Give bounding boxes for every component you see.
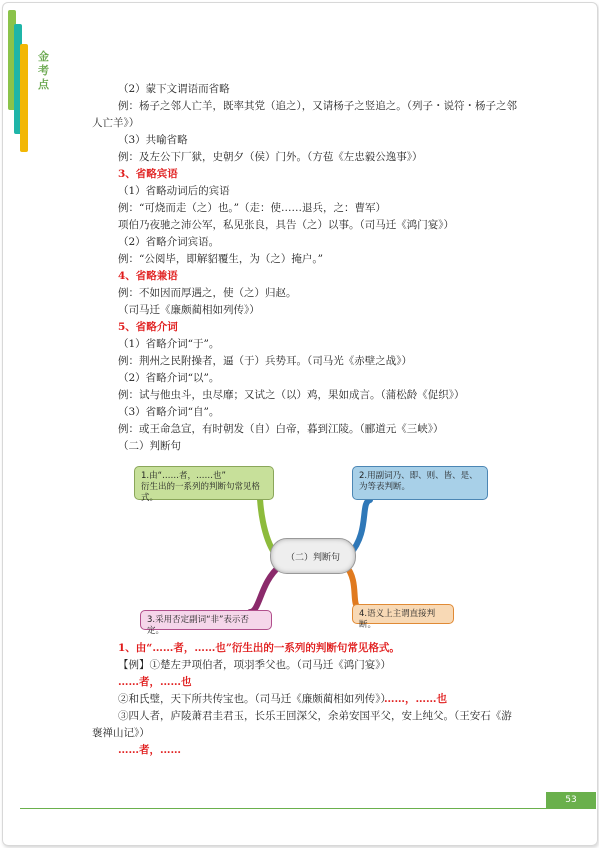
text-line: ③四人者，庐陵萧君圭君玉，长乐王回深父，余弟安国平父，安上纯父。（王安石《游 bbox=[118, 710, 512, 722]
text-line: （司马迁《廉颇蔺相如列传》） bbox=[118, 304, 260, 316]
section-heading: 3、省略宾语 bbox=[118, 168, 178, 180]
mind-map-node-2: 2.用副词乃、即、则、皆、是、为等表判断。 bbox=[352, 466, 488, 500]
section-heading: 5、省略介词 bbox=[118, 321, 178, 333]
text-line: 例：杨子之邻人亡羊，既率其党（追之），又请杨子之竖追之。（列子・说符・杨子之邻 bbox=[118, 100, 517, 112]
connector-orange bbox=[346, 566, 360, 608]
text-line: 例：“公阅毕，即解貂覆生，为（之）掩户。” bbox=[118, 253, 323, 265]
text-line: 例：及左公下厂狱，史朝夕（侯）门外。（方苞《左忠毅公逸事》） bbox=[118, 151, 423, 163]
text-line: ②和氏璧，天下所共传宝也。（司马迁《廉颇蔺相如列传》） bbox=[118, 693, 391, 705]
text-line: （1）省略动词后的宾语 bbox=[118, 185, 230, 197]
text-line: 例：或王命急宣，有时朝发（自）白帝，暮到江陵。（郦道元《三峡》） bbox=[118, 423, 444, 435]
text-line: 项伯乃夜驰之沛公军，私见张良，具告（之）以事。（司马迁《鸿门宴》） bbox=[118, 219, 454, 231]
text-line: （1）省略介词“于”。 bbox=[118, 338, 220, 350]
side-tag: 金考点 bbox=[38, 50, 49, 91]
node-1-line2: 衍生出的一系列的判断句常见格式。 bbox=[141, 482, 261, 503]
footer-rule bbox=[20, 808, 596, 809]
text-line: 褒禅山记》） bbox=[92, 727, 150, 739]
text-line: （3）省略介词“自”。 bbox=[118, 406, 220, 418]
decor-bar-yellow bbox=[20, 44, 28, 152]
page-number: 53 bbox=[546, 792, 596, 808]
text-line: （2）蒙下文谓语而省略 bbox=[118, 83, 230, 95]
pattern-label: ……，……也 bbox=[384, 693, 447, 705]
mind-map-node-4: 4.语义上主谓直接判断。 bbox=[352, 604, 454, 624]
text-line: （二）判断句 bbox=[118, 440, 181, 452]
text-line: 例：“可烧而走（之）也。”（走：使……退兵，之：曹军） bbox=[118, 202, 386, 214]
text-line: 人亡羊》） bbox=[92, 117, 140, 129]
pattern-label: ……者，……也 bbox=[118, 676, 192, 688]
mind-map-node-1 bbox=[134, 466, 274, 503]
node-1-line1: 1.由“……者，……也” bbox=[141, 471, 226, 481]
connector-purple bbox=[250, 566, 280, 612]
pattern-label: ……者，…… bbox=[118, 744, 181, 756]
mind-map-node-3: 3.采用否定副词“非”表示否定。 bbox=[140, 610, 272, 630]
text-line: （2）省略介词宾语。 bbox=[118, 236, 220, 248]
text-line: 【例】①楚左尹项伯者，项羽季父也。（司马迁《鸿门宴》） bbox=[118, 659, 391, 671]
text-line: 例：试与他虫斗，虫尽靡；又试之（以）鸡，果如成言。（蒲松龄《促织》） bbox=[118, 389, 465, 401]
mind-map-center: （二）判断句 bbox=[270, 538, 356, 574]
section-heading: 1、由“……者，……也”衍生出的一系列的判断句常见格式。 bbox=[118, 642, 400, 654]
section-heading: 4、省略兼语 bbox=[118, 270, 178, 282]
text-line: 例：不如因而厚遇之，使（之）归赵。 bbox=[118, 287, 297, 299]
text-line: （2）省略介词“以”。 bbox=[118, 372, 220, 384]
text-line: （3）共喻省略 bbox=[118, 134, 188, 146]
text-line: 例：荆州之民附操者，逼（于）兵势耳。（司马光《赤壁之战》） bbox=[118, 355, 412, 367]
mind-map bbox=[110, 462, 500, 636]
